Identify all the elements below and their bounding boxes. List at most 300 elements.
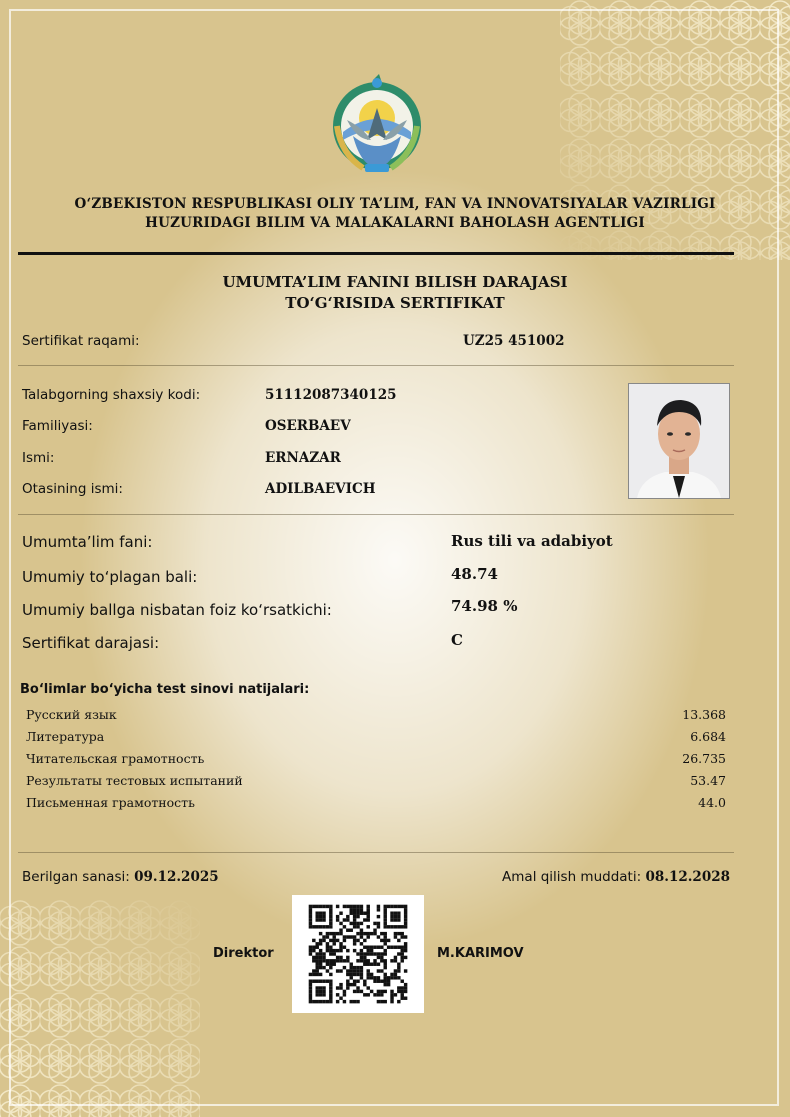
qr-module xyxy=(377,980,380,983)
qr-module xyxy=(316,912,319,915)
qr-module xyxy=(326,946,329,949)
qr-module xyxy=(356,908,359,911)
qr-module xyxy=(319,918,322,921)
qr-module xyxy=(353,908,356,911)
qr-module xyxy=(360,932,363,935)
qr-module xyxy=(346,983,349,986)
qr-module xyxy=(390,959,393,962)
qr-module xyxy=(394,932,397,935)
qr-code[interactable] xyxy=(292,895,424,1013)
qr-module xyxy=(346,915,349,918)
qr-module xyxy=(367,912,370,915)
qr-module xyxy=(329,946,332,949)
issued-date xyxy=(22,869,219,885)
qr-module xyxy=(336,1000,339,1003)
qr-module xyxy=(377,925,380,928)
qr-module xyxy=(367,952,370,955)
qr-module xyxy=(309,908,312,911)
qr-module xyxy=(356,990,359,993)
qr-module xyxy=(377,990,380,993)
qr-module xyxy=(397,969,400,972)
qr-module xyxy=(401,952,404,955)
qr-module xyxy=(319,932,322,935)
qr-module xyxy=(404,922,407,925)
qr-module xyxy=(370,976,373,979)
qr-module xyxy=(384,959,387,962)
qr-module xyxy=(397,932,400,935)
qr-module xyxy=(339,946,342,949)
qr-module xyxy=(377,935,380,938)
qr-module xyxy=(329,952,332,955)
qr-module xyxy=(316,956,319,959)
header-divider xyxy=(18,252,734,255)
qr-module xyxy=(333,949,336,952)
qr-module xyxy=(360,959,363,962)
certificate-number-value: UZ25 451002 xyxy=(463,333,565,349)
qr-module xyxy=(384,976,387,979)
qr-module xyxy=(394,918,397,921)
qr-module xyxy=(322,990,325,993)
qr-module xyxy=(322,952,325,955)
qr-module xyxy=(363,952,366,955)
qr-module xyxy=(401,935,404,938)
qr-module xyxy=(350,912,353,915)
qr-module xyxy=(397,976,400,979)
qr-module xyxy=(319,949,322,952)
qr-module xyxy=(384,983,387,986)
uzbekistan-state-emblem-icon xyxy=(323,70,431,178)
qr-module xyxy=(353,980,356,983)
qr-module xyxy=(380,990,383,993)
qr-module xyxy=(353,905,356,908)
qr-module xyxy=(404,925,407,928)
qr-module xyxy=(394,973,397,976)
director-title: Direktor xyxy=(213,946,274,961)
patronymic-value: ADILBAEVICH xyxy=(265,481,376,497)
qr-module xyxy=(319,952,322,955)
qr-module xyxy=(353,990,356,993)
section-score: 44.0 xyxy=(698,795,726,810)
qr-module xyxy=(373,963,376,966)
qr-module xyxy=(350,966,353,969)
qr-module xyxy=(312,973,315,976)
qr-module xyxy=(384,980,387,983)
qr-module xyxy=(360,952,363,955)
qr-module xyxy=(319,986,322,989)
qr-module xyxy=(356,932,359,935)
qr-module xyxy=(360,905,363,908)
qr-module xyxy=(329,980,332,983)
qr-module xyxy=(353,939,356,942)
qr-module xyxy=(316,963,319,966)
qr-module xyxy=(343,946,346,949)
qr-module xyxy=(360,942,363,945)
qr-module xyxy=(322,912,325,915)
percentage-value: 74.98 % xyxy=(451,597,518,615)
qr-module xyxy=(404,905,407,908)
qr-module xyxy=(336,969,339,972)
qr-module xyxy=(316,990,319,993)
qr-module xyxy=(333,939,336,942)
qr-module xyxy=(346,949,349,952)
qr-module xyxy=(343,990,346,993)
qr-module xyxy=(309,949,312,952)
qr-module xyxy=(309,922,312,925)
qr-module xyxy=(343,1000,346,1003)
qr-module xyxy=(329,918,332,921)
qr-module xyxy=(356,986,359,989)
qr-module xyxy=(404,983,407,986)
qr-module xyxy=(346,980,349,983)
qr-module xyxy=(397,963,400,966)
qr-module xyxy=(346,973,349,976)
qr-module xyxy=(343,905,346,908)
divider xyxy=(18,365,734,366)
qr-module xyxy=(343,918,346,921)
qr-module xyxy=(329,922,332,925)
first-name-label: Ismi: xyxy=(22,450,55,466)
qr-module xyxy=(333,952,336,955)
personal-code-value: 51112087340125 xyxy=(265,387,397,403)
qr-module xyxy=(333,935,336,938)
qr-module xyxy=(384,939,387,942)
qr-module xyxy=(329,959,332,962)
qr-module xyxy=(333,942,336,945)
qr-module xyxy=(336,993,339,996)
section-name: Результаты тестовых испытаний xyxy=(26,773,243,788)
qr-module xyxy=(329,973,332,976)
qr-module xyxy=(350,1000,353,1003)
qr-module xyxy=(309,905,312,908)
qr-module xyxy=(356,969,359,972)
qr-module xyxy=(373,976,376,979)
qr-module xyxy=(356,1000,359,1003)
qr-module xyxy=(319,939,322,942)
qr-module xyxy=(404,946,407,949)
qr-module xyxy=(346,929,349,932)
qr-module xyxy=(329,963,332,966)
qr-module xyxy=(387,905,390,908)
qr-module xyxy=(326,959,329,962)
qr-module xyxy=(384,966,387,969)
qr-module xyxy=(336,956,339,959)
qr-module xyxy=(360,922,363,925)
qr-module xyxy=(316,905,319,908)
qr-module xyxy=(384,905,387,908)
qr-module xyxy=(329,905,332,908)
qr-module xyxy=(387,983,390,986)
qr-module xyxy=(387,980,390,983)
qr-module xyxy=(346,956,349,959)
qr-module xyxy=(336,949,339,952)
qr-module xyxy=(394,915,397,918)
qr-module xyxy=(353,912,356,915)
qr-module xyxy=(339,922,342,925)
qr-module xyxy=(397,939,400,942)
qr-module xyxy=(373,952,376,955)
qr-module xyxy=(384,990,387,993)
qr-module xyxy=(319,966,322,969)
qr-module xyxy=(350,983,353,986)
valid-until-label: Amal qilish muddati: xyxy=(502,869,642,885)
qr-module xyxy=(370,952,373,955)
qr-module xyxy=(319,993,322,996)
qr-module xyxy=(401,949,404,952)
qr-module xyxy=(339,969,342,972)
qr-module xyxy=(319,905,322,908)
qr-module xyxy=(377,963,380,966)
qr-module xyxy=(339,959,342,962)
qr-module xyxy=(343,966,346,969)
qr-module xyxy=(346,918,349,921)
qr-module xyxy=(319,980,322,983)
qr-module xyxy=(309,973,312,976)
qr-module xyxy=(373,929,376,932)
qr-module xyxy=(394,956,397,959)
qr-module xyxy=(353,949,356,952)
qr-module xyxy=(404,908,407,911)
divider xyxy=(18,852,734,853)
qr-module xyxy=(312,1000,315,1003)
qr-module xyxy=(401,990,404,993)
qr-module xyxy=(316,980,319,983)
qr-module xyxy=(380,1000,383,1003)
qr-module xyxy=(353,942,356,945)
qr-module xyxy=(367,986,370,989)
issued-date-label: Berilgan sanasi: xyxy=(22,869,130,885)
qr-module xyxy=(329,932,332,935)
qr-module xyxy=(380,952,383,955)
section-score: 26.735 xyxy=(682,751,726,766)
qr-module xyxy=(373,932,376,935)
qr-module xyxy=(384,918,387,921)
qr-module xyxy=(333,963,336,966)
qr-module xyxy=(394,959,397,962)
qr-module xyxy=(339,949,342,952)
qr-module xyxy=(404,986,407,989)
qr-module xyxy=(329,939,332,942)
qr-module xyxy=(353,983,356,986)
qr-module xyxy=(401,925,404,928)
qr-module xyxy=(363,993,366,996)
qr-module xyxy=(370,946,373,949)
qr-module xyxy=(394,993,397,996)
qr-module xyxy=(394,969,397,972)
qr-module xyxy=(343,993,346,996)
qr-module xyxy=(401,959,404,962)
qr-module xyxy=(404,942,407,945)
qr-module xyxy=(377,905,380,908)
qr-module xyxy=(401,986,404,989)
qr-module xyxy=(401,905,404,908)
percentage-label: Umumiy ballga nisbatan foiz ko‘rsatkichi: xyxy=(22,601,332,619)
qr-module xyxy=(370,990,373,993)
qr-module xyxy=(353,973,356,976)
qr-module xyxy=(404,935,407,938)
qr-module xyxy=(397,952,400,955)
qr-module xyxy=(336,932,339,935)
qr-module xyxy=(356,939,359,942)
qr-module xyxy=(326,935,329,938)
qr-module xyxy=(329,908,332,911)
qr-module xyxy=(322,966,325,969)
qr-module xyxy=(309,997,312,1000)
qr-module xyxy=(356,952,359,955)
qr-module xyxy=(367,935,370,938)
qr-module xyxy=(322,925,325,928)
qr-module xyxy=(356,980,359,983)
qr-module xyxy=(370,932,373,935)
qr-module xyxy=(384,925,387,928)
qr-module xyxy=(377,915,380,918)
qr-module xyxy=(316,969,319,972)
valid-until-date xyxy=(502,869,730,885)
qr-module xyxy=(367,959,370,962)
qr-module xyxy=(312,980,315,983)
qr-module xyxy=(401,980,404,983)
qr-module xyxy=(309,980,312,983)
qr-module xyxy=(360,908,363,911)
qr-module xyxy=(309,983,312,986)
qr-module xyxy=(350,935,353,938)
qr-module xyxy=(339,956,342,959)
qr-module xyxy=(367,946,370,949)
qr-module xyxy=(363,956,366,959)
qr-module xyxy=(394,946,397,949)
qr-module xyxy=(367,949,370,952)
qr-module xyxy=(336,918,339,921)
qr-module xyxy=(367,973,370,976)
qr-module xyxy=(356,966,359,969)
qr-module xyxy=(380,956,383,959)
qr-module xyxy=(397,925,400,928)
qr-module xyxy=(377,952,380,955)
qr-module xyxy=(319,915,322,918)
qr-module xyxy=(309,1000,312,1003)
qr-module xyxy=(401,956,404,959)
qr-module xyxy=(367,908,370,911)
qr-module xyxy=(326,1000,329,1003)
qr-module xyxy=(377,993,380,996)
qr-module xyxy=(350,908,353,911)
qr-module xyxy=(363,939,366,942)
qr-module xyxy=(353,966,356,969)
qr-module xyxy=(329,983,332,986)
qr-module xyxy=(390,997,393,1000)
certificate-number-label: Sertifikat raqami: xyxy=(22,333,140,349)
surname-label: Familiyasi: xyxy=(22,418,93,434)
qr-module xyxy=(367,932,370,935)
personal-code-label: Talabgorning shaxsiy kodi: xyxy=(22,387,201,403)
qr-module xyxy=(312,905,315,908)
qr-module xyxy=(384,935,387,938)
qr-module xyxy=(404,912,407,915)
qr-module xyxy=(336,939,339,942)
qr-module xyxy=(363,932,366,935)
certificate-title-line-2: TO‘G‘RISIDA SERTIFIKAT xyxy=(285,294,505,312)
qr-module xyxy=(353,969,356,972)
qr-module xyxy=(384,942,387,945)
qr-module xyxy=(316,973,319,976)
qr-module xyxy=(322,986,325,989)
qr-module xyxy=(401,946,404,949)
qr-module xyxy=(336,986,339,989)
section-name: Литература xyxy=(26,729,105,744)
qr-module xyxy=(380,959,383,962)
qr-module xyxy=(329,997,332,1000)
qr-module xyxy=(346,935,349,938)
qr-module xyxy=(319,973,322,976)
qr-module xyxy=(329,1000,332,1003)
qr-module xyxy=(367,976,370,979)
qr-module xyxy=(339,986,342,989)
qr-module xyxy=(309,912,312,915)
qr-module xyxy=(397,918,400,921)
qr-module xyxy=(339,932,342,935)
qr-module xyxy=(356,959,359,962)
qr-module xyxy=(367,969,370,972)
qr-module xyxy=(353,918,356,921)
qr-module xyxy=(370,963,373,966)
section-score: 6.684 xyxy=(690,729,726,744)
section-results-heading: Bo‘limlar bo‘yicha test sinovi natijalari: xyxy=(20,682,310,697)
qr-module xyxy=(353,915,356,918)
qr-module xyxy=(312,969,315,972)
ministry-line-1: O‘ZBEKISTON RESPUBLIKASI OLIY TA’LIM, FAN VA INNOVATSIYALAR VAZIRLIGI xyxy=(74,196,716,212)
qr-module xyxy=(326,949,329,952)
qr-module xyxy=(367,915,370,918)
qr-module xyxy=(329,990,332,993)
qr-module xyxy=(404,969,407,972)
qr-module xyxy=(377,908,380,911)
qr-module xyxy=(316,946,319,949)
qr-module xyxy=(356,912,359,915)
qr-module xyxy=(329,915,332,918)
qr-module xyxy=(322,918,325,921)
qr-module xyxy=(360,966,363,969)
qr-module xyxy=(367,925,370,928)
qr-module xyxy=(367,905,370,908)
qr-module xyxy=(370,949,373,952)
qr-module xyxy=(390,912,393,915)
qr-module xyxy=(377,922,380,925)
qr-module xyxy=(326,969,329,972)
qr-module xyxy=(380,969,383,972)
qr-module xyxy=(360,956,363,959)
qr-module xyxy=(346,986,349,989)
qr-module xyxy=(363,963,366,966)
qr-module xyxy=(397,990,400,993)
qr-module xyxy=(363,912,366,915)
applicant-photo xyxy=(628,383,730,499)
qr-module xyxy=(370,973,373,976)
qr-module xyxy=(377,969,380,972)
qr-module xyxy=(404,990,407,993)
qr-module xyxy=(360,949,363,952)
qr-module xyxy=(384,952,387,955)
subject-label: Umumta’lim fani: xyxy=(22,533,153,551)
qr-module xyxy=(316,986,319,989)
qr-module xyxy=(322,1000,325,1003)
section-name: Читательская грамотность xyxy=(26,751,205,766)
qr-module xyxy=(333,959,336,962)
certificate-title-line-1: UMUMTA’LIM FANINI BILISH DARAJASI xyxy=(222,273,568,291)
qr-module xyxy=(343,925,346,928)
qr-module xyxy=(387,946,390,949)
qr-module xyxy=(309,946,312,949)
qr-module xyxy=(309,918,312,921)
qr-module xyxy=(316,952,319,955)
